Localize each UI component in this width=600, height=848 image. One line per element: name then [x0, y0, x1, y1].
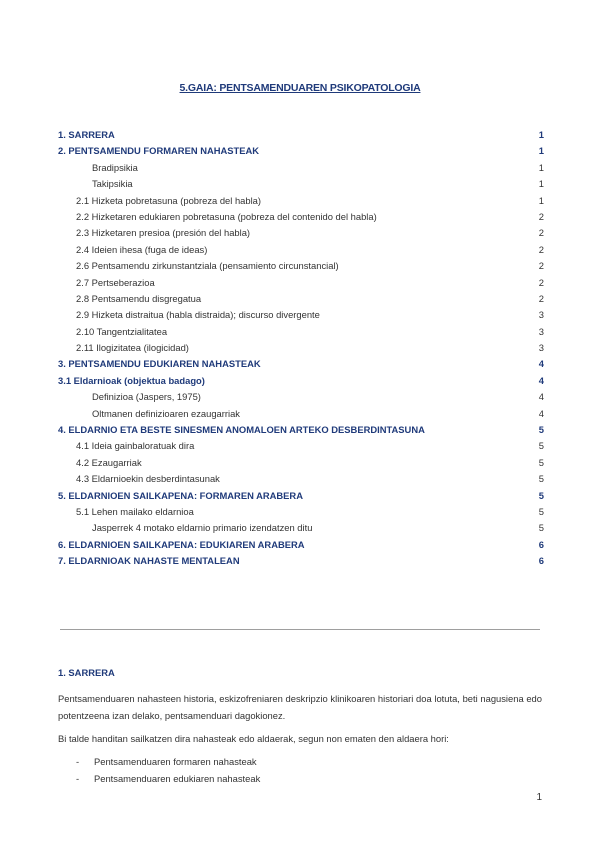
toc-entry-page: 5 — [538, 505, 544, 517]
toc-entry-page: 1 — [538, 129, 544, 140]
toc-entry[interactable] — [58, 553, 544, 569]
toc-entry-page: 5 — [538, 489, 544, 501]
toc-entry-label: 2.8 Pentsamendu disgregatua — [76, 292, 202, 304]
toc-entry-page: 3 — [538, 342, 544, 354]
toc-entry-label: 4.2 Ezaugarriak — [76, 456, 142, 468]
toc-entry[interactable] — [58, 356, 544, 372]
toc-entry[interactable] — [58, 176, 544, 192]
list-item-text: Pentsamenduaren formaren nahasteak — [94, 756, 257, 767]
toc-entry-page: 3 — [538, 309, 544, 321]
toc-entry-label: 2.3 Hizketaren presioa (presión del habla) — [76, 227, 251, 239]
toc-entry-label: 7. ELDARNIOAK NAHASTE MENTALEAN — [58, 555, 240, 567]
classification-paragraph: Bi talde handitan sailkatzen dira nahasteak edo aldaerak, segun non ematen den aldaera hori: — [58, 733, 449, 744]
toc-entry-label: 6. ELDARNIOEN SAILKAPENA: EDUKIAREN ARABERA — [58, 538, 305, 550]
toc-entry-label: Definizioa (Jaspers, 1975) — [92, 391, 201, 403]
toc-entry[interactable] — [58, 160, 544, 176]
toc-entry-label: Takipsikia — [92, 178, 133, 190]
page-number: 1 — [536, 792, 542, 803]
list-item — [76, 756, 257, 767]
toc-entry-label: 4. ELDARNIO ETA BESTE SINESMEN ANOMALOEN ARTEKO DESBERDINTASUNA — [58, 424, 425, 436]
toc-entry-label: 2.2 Hizketaren edukiaren pobretasuna (pobreza del contenido del habla) — [76, 210, 377, 222]
toc-entry[interactable] — [58, 488, 544, 504]
toc-entry-label: 2.11 Ilogizitatea (ilogicidad) — [76, 342, 189, 354]
toc-entry-page: 4 — [538, 358, 544, 370]
toc-entry-label: 4.1 Ideia gainbaloratuak dira — [76, 440, 195, 452]
toc-entry[interactable] — [58, 127, 544, 143]
toc-entry[interactable] — [58, 307, 544, 323]
toc-entry-page: 5 — [538, 440, 544, 452]
toc-entry-page: 4 — [538, 407, 544, 419]
toc-entry-label: 5.1 Lehen mailako eldarnioa — [76, 505, 194, 517]
toc-entry-page: 1 — [538, 145, 544, 157]
list-item — [76, 773, 260, 784]
toc-entry-page: 4 — [538, 374, 544, 386]
list-item-text: Pentsamenduaren edukiaren nahasteak — [94, 773, 261, 784]
toc-entry-page: 6 — [538, 538, 544, 550]
toc-entry-page: 5 — [538, 473, 544, 485]
toc-entry[interactable] — [58, 340, 544, 356]
toc-entry-label: Oltmanen definizioaren ezaugarriak — [92, 407, 240, 419]
toc-entry[interactable] — [58, 471, 544, 487]
toc-entry-label: 2. PENTSAMENDU FORMAREN NAHASTEAK — [58, 145, 260, 157]
toc-entry[interactable] — [58, 209, 544, 225]
toc-entry-page: 5 — [538, 456, 544, 468]
toc-entry[interactable] — [58, 455, 544, 471]
toc-entry-label: 2.7 Pertseberazioa — [76, 276, 155, 288]
toc-entry[interactable] — [58, 537, 544, 553]
toc-entry-page: 2 — [538, 243, 544, 255]
toc-entry-label: 4.3 Eldarnioekin desberdintasunak — [76, 473, 220, 485]
toc-entry-page: 1 — [538, 178, 544, 190]
toc-entry[interactable] — [58, 422, 544, 438]
section-divider — [60, 629, 540, 630]
toc-entry-page: 5 — [538, 522, 544, 534]
toc-entry-label: 5. ELDARNIOEN SAILKAPENA: FORMAREN ARABERA — [58, 489, 303, 501]
toc-entry-page: 1 — [538, 161, 544, 173]
table-of-contents — [58, 127, 544, 570]
toc-entry[interactable] — [58, 258, 544, 274]
toc-entry-page: 3 — [538, 325, 544, 337]
toc-entry[interactable] — [58, 406, 544, 422]
toc-entry-label: 3.1 Eldarnioak (objektua badago) — [58, 374, 205, 386]
toc-entry[interactable] — [58, 193, 544, 209]
toc-entry-page: 4 — [538, 391, 544, 403]
document-title: 5.GAIA: PENTSAMENDUAREN PSIKOPATOLOGIA — [179, 82, 421, 94]
toc-entry[interactable] — [58, 504, 544, 520]
toc-entry-label: 1. SARRERA — [58, 129, 115, 140]
toc-entry-label: 2.10 Tangentzialitatea — [76, 325, 168, 337]
intro-paragraph: Pentsamenduaren nahasteen historia, eskizofreniaren deskripzio klinikoaren historiari doa lotuta, beti nagusiena edo potentzeena izan delako, pentsamenduari dagokionez. — [58, 693, 542, 721]
toc-entry-label: 3. PENTSAMENDU EDUKIAREN NAHASTEAK — [58, 358, 261, 370]
bullet-marker: - — [76, 773, 80, 784]
toc-entry[interactable] — [58, 291, 544, 307]
toc-entry[interactable] — [58, 373, 544, 389]
toc-entry-label: Jasperrek 4 motako eldarnio primario izendatzen ditu — [92, 522, 313, 534]
toc-entry-label: 2.9 Hizketa distraitua (habla distraida); discurso divergente — [76, 309, 320, 321]
toc-entry[interactable] — [58, 324, 544, 340]
bullet-marker: - — [76, 756, 80, 767]
toc-entry[interactable] — [58, 520, 544, 536]
toc-entry-label: 2.4 Ideien ihesa (fuga de ideas) — [76, 243, 208, 255]
toc-entry-page: 1 — [538, 194, 544, 206]
toc-entry[interactable] — [58, 275, 544, 291]
toc-entry-label: 2.6 Pentsamendu zirkunstantziala (pensamiento circunstancial) — [76, 260, 339, 272]
toc-entry-label: 2.1 Hizketa pobretasuna (pobreza del habla) — [76, 194, 262, 206]
toc-entry-page: 2 — [538, 260, 544, 272]
toc-entry[interactable] — [58, 389, 544, 405]
toc-entry-label: Bradipsikia — [92, 161, 138, 173]
section-heading: 1. SARRERA — [58, 667, 115, 678]
toc-entry[interactable] — [58, 438, 544, 454]
toc-entry-page: 2 — [538, 276, 544, 288]
toc-entry[interactable] — [58, 143, 544, 159]
toc-entry-page: 2 — [538, 210, 544, 222]
toc-entry-page: 2 — [538, 227, 544, 239]
toc-entry[interactable] — [58, 225, 544, 241]
toc-entry-page: 2 — [538, 292, 544, 304]
toc-entry[interactable] — [58, 242, 544, 258]
toc-entry-page: 6 — [538, 555, 544, 567]
toc-entry-page: 5 — [538, 424, 544, 436]
